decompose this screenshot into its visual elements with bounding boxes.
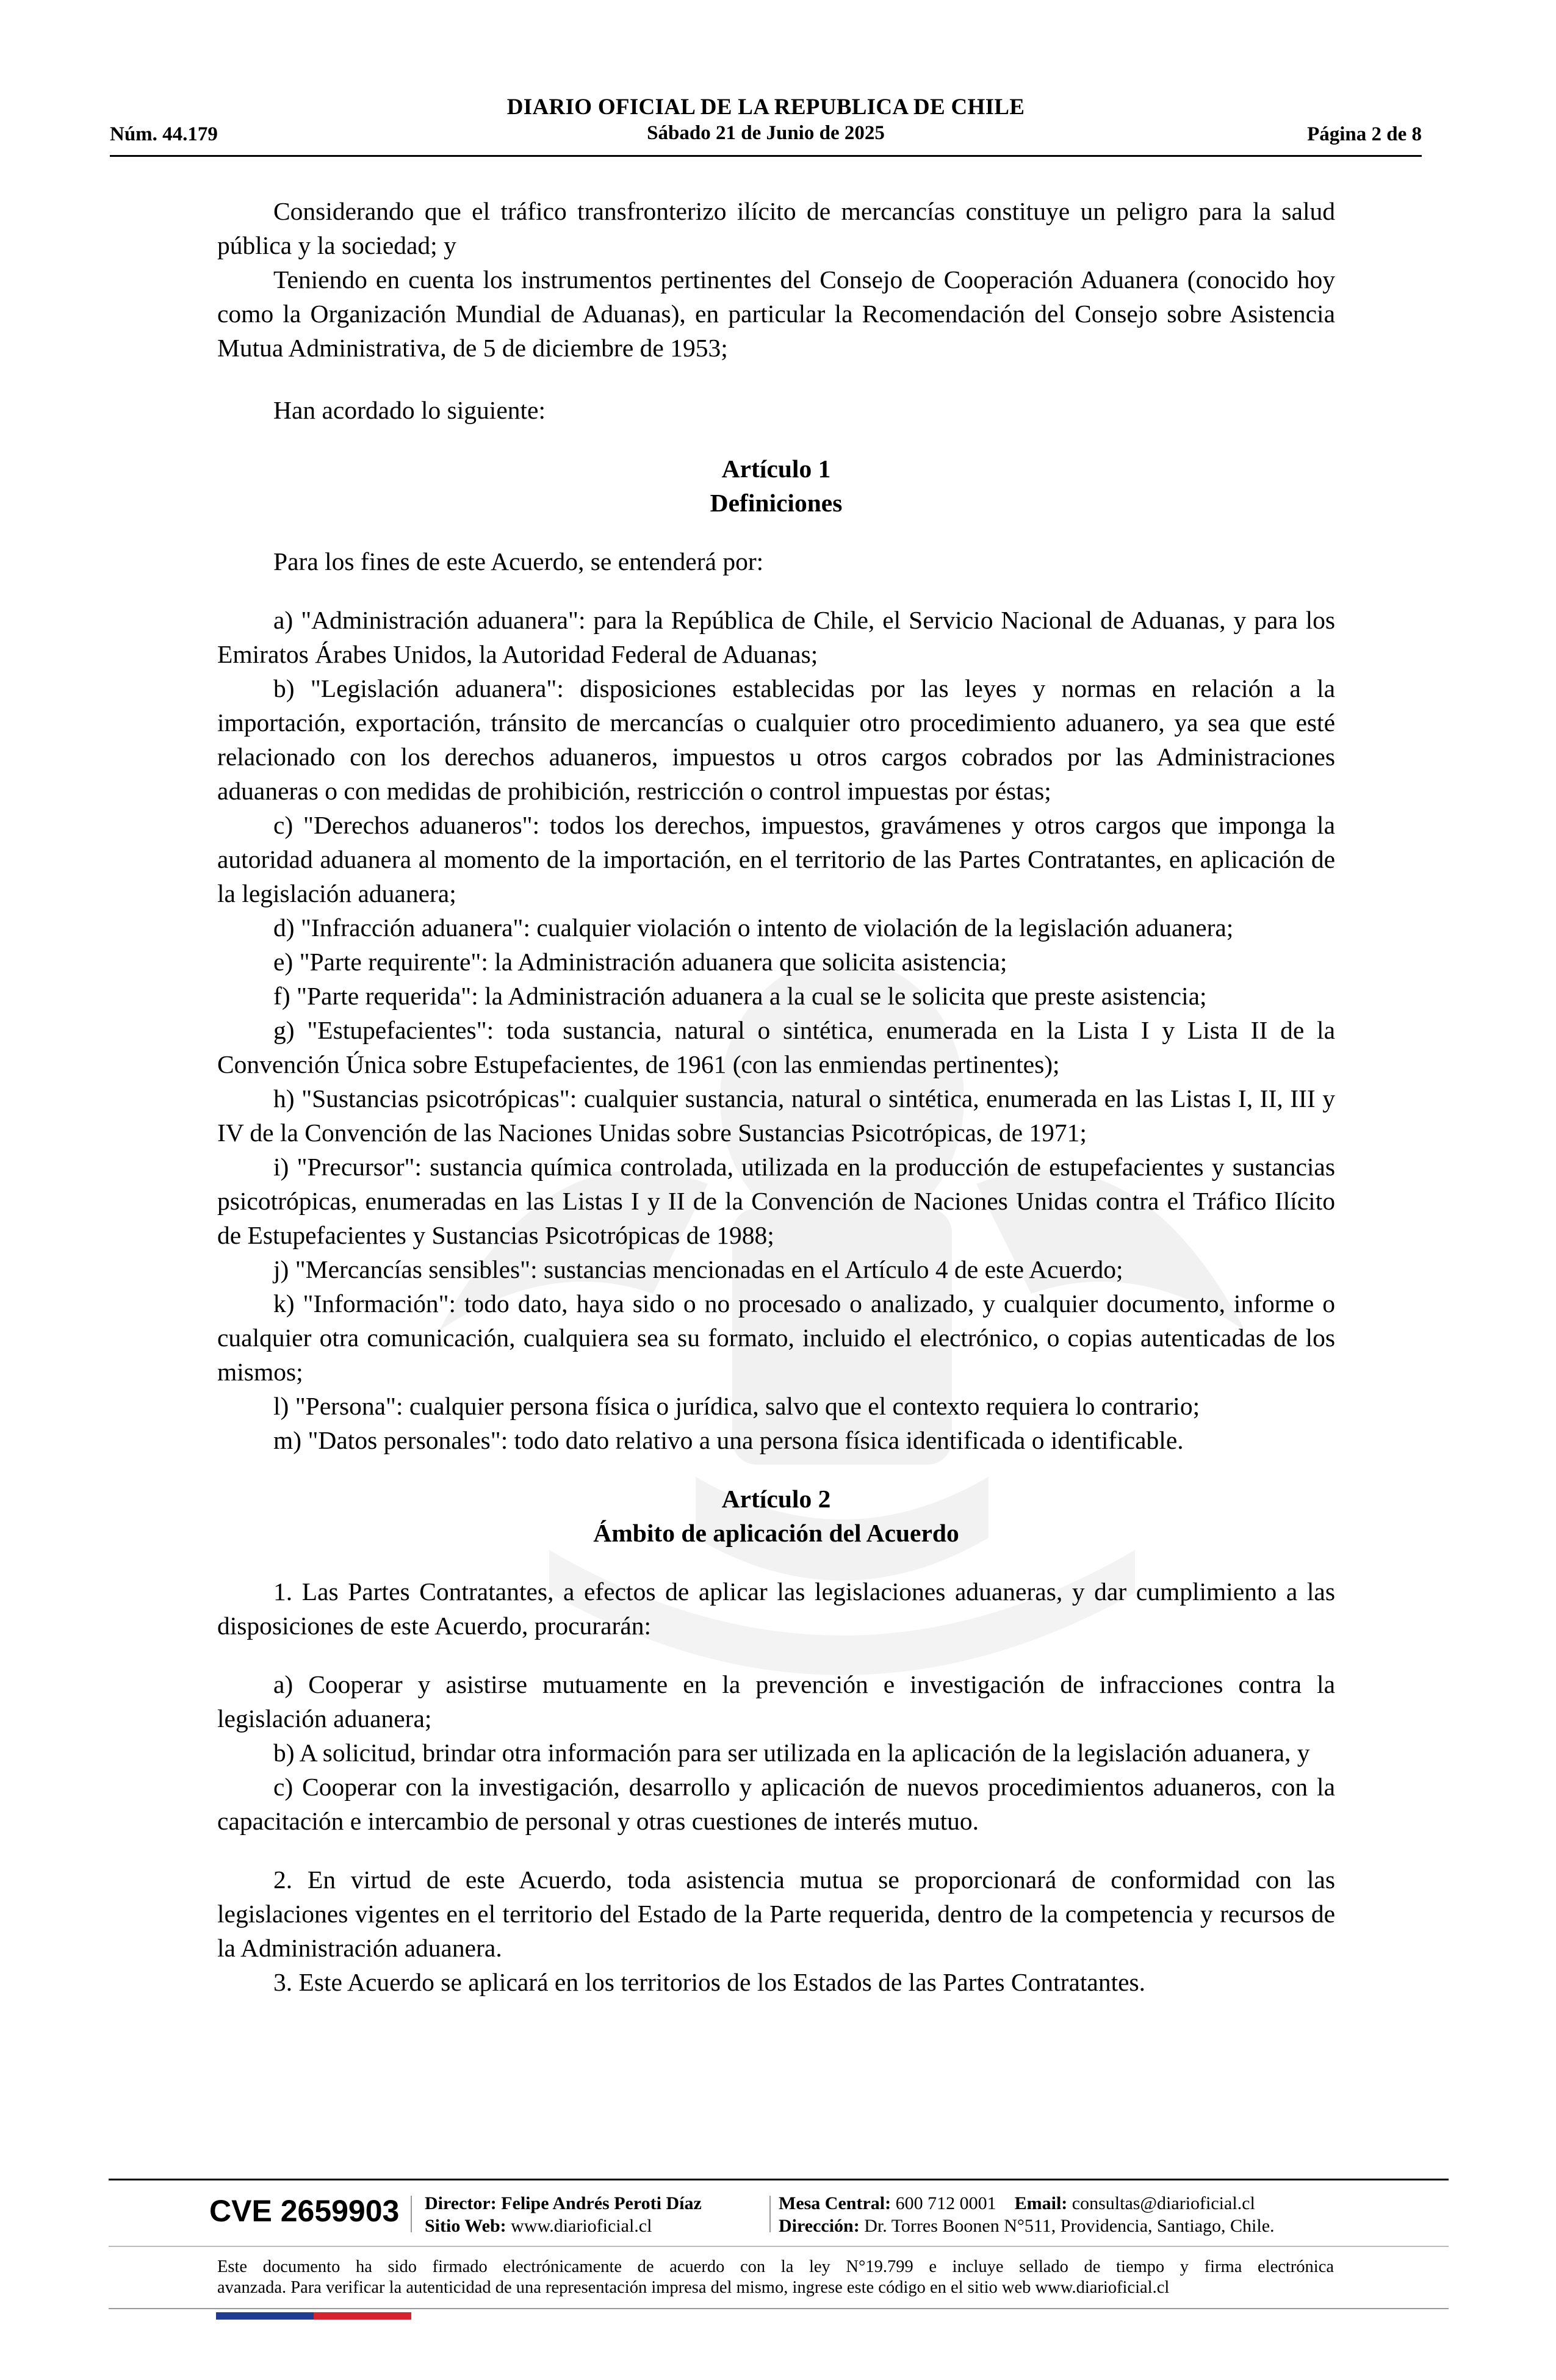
definition-item: l) "Persona": cualquier persona física o jurídica, salvo que el contexto requiera lo contrario;	[273, 1392, 1200, 1420]
email-link[interactable]: consultas@diarioficial.cl	[1072, 2193, 1255, 2213]
footer-rule	[109, 2179, 1449, 2180]
article-number: Artículo 1	[721, 455, 831, 483]
page-number: Página 2 de 8	[1307, 123, 1422, 145]
definition-item: e) "Parte requirente": la Administración aduanera que solicita asistencia;	[273, 948, 1007, 976]
page-footer	[109, 2179, 1449, 2337]
footer-divider	[769, 2196, 771, 2232]
cve-code: CVE 2659903	[209, 2194, 400, 2228]
page-header	[110, 92, 1422, 160]
scope-item: b) A solicitud, brindar otra información para ser utilizada en la aplicación de la legislación aduanera, y	[273, 1739, 1310, 1767]
article-paragraph: 3. Este Acuerdo se aplicará en los territorios de los Estados de las Partes Contratantes.	[273, 1968, 1146, 1996]
website-label: Sitio Web:	[425, 2216, 506, 2236]
website-link[interactable]: www.diarioficial.cl	[511, 2216, 652, 2236]
definition-item: j) "Mercancías sensibles": sustancias mencionadas en el Artículo 4 de este Acuerdo;	[273, 1255, 1123, 1283]
article-number: Artículo 2	[721, 1485, 831, 1513]
footer-divider	[411, 2196, 412, 2232]
definition-item: d) "Infracción aduanera": cualquier violación o intento de violación de la legislación aduanera;	[273, 914, 1234, 942]
definition-item: c) "Derechos aduaneros": todos los derechos, impuestos, gravámenes y otros cargos que imponga la autoridad aduanera al momento de la importación, en el territorio de las Partes Contratantes, en aplicación de la legislación aduanera;	[217, 811, 1335, 907]
scope-item: c) Cooperar con la investigación, desarrollo y aplicación de nuevos procedimientos aduaneros, con la capacitación e intercambio de personal y otras cuestiones de interés mutuo.	[217, 1773, 1335, 1835]
definition-item: a) "Administración aduanera": para la República de Chile, el Servicio Nacional de Aduanas, y para los Emiratos Árabes Unidos, la Autoridad Federal de Aduanas;	[217, 606, 1335, 668]
address-label: Dirección:	[779, 2216, 860, 2236]
scope-item: a) Cooperar y asistirse mutuamente en la prevención e investigación de infracciones contra la legislación aduanera;	[217, 1670, 1335, 1733]
gazette-title: DIARIO OFICIAL DE LA REPUBLICA DE CHILE	[506, 95, 1025, 120]
article-title: Ámbito de aplicación del Acuerdo	[593, 1519, 959, 1547]
definition-item: m) "Datos personales": todo dato relativo a una persona física identificada o identificable.	[273, 1426, 1184, 1454]
footer-separator	[109, 2246, 1449, 2247]
legal-notice-line: avanzada. Para verificar la autenticidad de una representación impresa del mismo, ingrese este código en el sitio web www.diarioficial.cl	[217, 2278, 1170, 2297]
issue-date: Sábado 21 de Junio de 2025	[647, 122, 885, 144]
phone-number: 600 712 0001	[895, 2193, 996, 2213]
address-text: Dr. Torres Boonen N°511, Providencia, Santiago, Chile.	[864, 2216, 1275, 2236]
article-paragraph: 2. En virtud de este Acuerdo, toda asistencia mutua se proporcionará de conformidad con las legislaciones vigentes en el territorio del Estado de la Parte requerida, dentro de la competencia y recursos de la Administración aduanera.	[217, 1866, 1335, 1962]
preamble-paragraph: Considerando que el tráfico transfronterizo ilícito de mercancías constituye un peligro para la salud pública y la sociedad; y	[217, 197, 1335, 259]
director-name: Felipe Andrés Peroti Díaz	[501, 2193, 702, 2213]
phone-label: Mesa Central:	[779, 2193, 891, 2213]
preamble-paragraph: Teniendo en cuenta los instrumentos pertinentes del Consejo de Cooperación Aduanera (conocido hoy como la Organización Mundial de Aduanas), en particular la Recomendación del Consejo sobre Asistencia Mutua Administrativa, de 5 de diciembre de 1953;	[217, 265, 1335, 362]
flag-blue-stripe	[216, 2312, 314, 2320]
footer-bottom-rule	[109, 2308, 1449, 2309]
definition-item: g) "Estupefacientes": toda sustancia, natural o sintética, enumerada en la Lista I y Lista II de la Convención Única sobre Estupefacientes, de 1961 (con las enmiendas pertinentes);	[217, 1016, 1335, 1078]
legal-notice-line: Este documento ha sido firmado electrónicamente de acuerdo con la ley N°19.799 e incluye sellado de tiempo y firma electrónica	[217, 2257, 1334, 2276]
legal-notice	[217, 2257, 1334, 2298]
footer-contact-left	[425, 2192, 702, 2237]
definition-item: h) "Sustancias psicotrópicas": cualquier sustancia, natural o sintética, enumerada en las Listas I, II, III y IV de la Convención de las Naciones Unidas sobre Sustancias Psicotrópicas, de 1971;	[217, 1084, 1335, 1147]
agreement-clause: Han acordado lo siguiente:	[273, 396, 546, 424]
definition-item: b) "Legislación aduanera": disposiciones establecidas por las leyes y normas en relación a la importación, exportación, tránsito de mercancías o cualquier otro procedimiento aduanero, ya sea que esté relacionado con los derechos aduaneros, impuestos u otros cargos cobrados por las Administraciones aduaneras o con medidas de prohibición, restricción o control impuestas por éstas;	[217, 674, 1335, 805]
director-label: Director:	[425, 2193, 497, 2213]
definition-item: k) "Información": todo dato, haya sido o no procesado o analizado, y cualquier documento, informe o cualquier otra comunicación, cualquiera sea su formato, incluido el electrónico, o copias autenticadas de los mismos;	[217, 1289, 1335, 1386]
footer-contact-right	[779, 2192, 1275, 2237]
definition-item: f) "Parte requerida": la Administración aduanera a la cual se le solicita que preste asistencia;	[273, 982, 1207, 1010]
document-body	[217, 194, 1335, 1999]
article-paragraph: 1. Las Partes Contratantes, a efectos de aplicar las legislaciones aduaneras, y dar cumplimiento a las disposiciones de este Acuerdo, procurarán:	[217, 1578, 1335, 1640]
article-intro: Para los fines de este Acuerdo, se entenderá por:	[273, 547, 764, 575]
issue-number: Núm. 44.179	[110, 123, 218, 145]
email-label: Email:	[1014, 2193, 1068, 2213]
definition-item: i) "Precursor": sustancia química controlada, utilizada en la producción de estupefacientes y sustancias psicotrópicas, enumeradas en las Listas I y II de la Convención de Naciones Unidas contra el Tráfico Ilícito de Estupefacientes y Sustancias Psicotrópicas de 1988;	[217, 1153, 1335, 1249]
flag-stripe	[216, 2312, 411, 2320]
flag-red-stripe	[314, 2312, 411, 2320]
header-rule	[110, 155, 1422, 157]
article-title: Definiciones	[710, 489, 843, 517]
